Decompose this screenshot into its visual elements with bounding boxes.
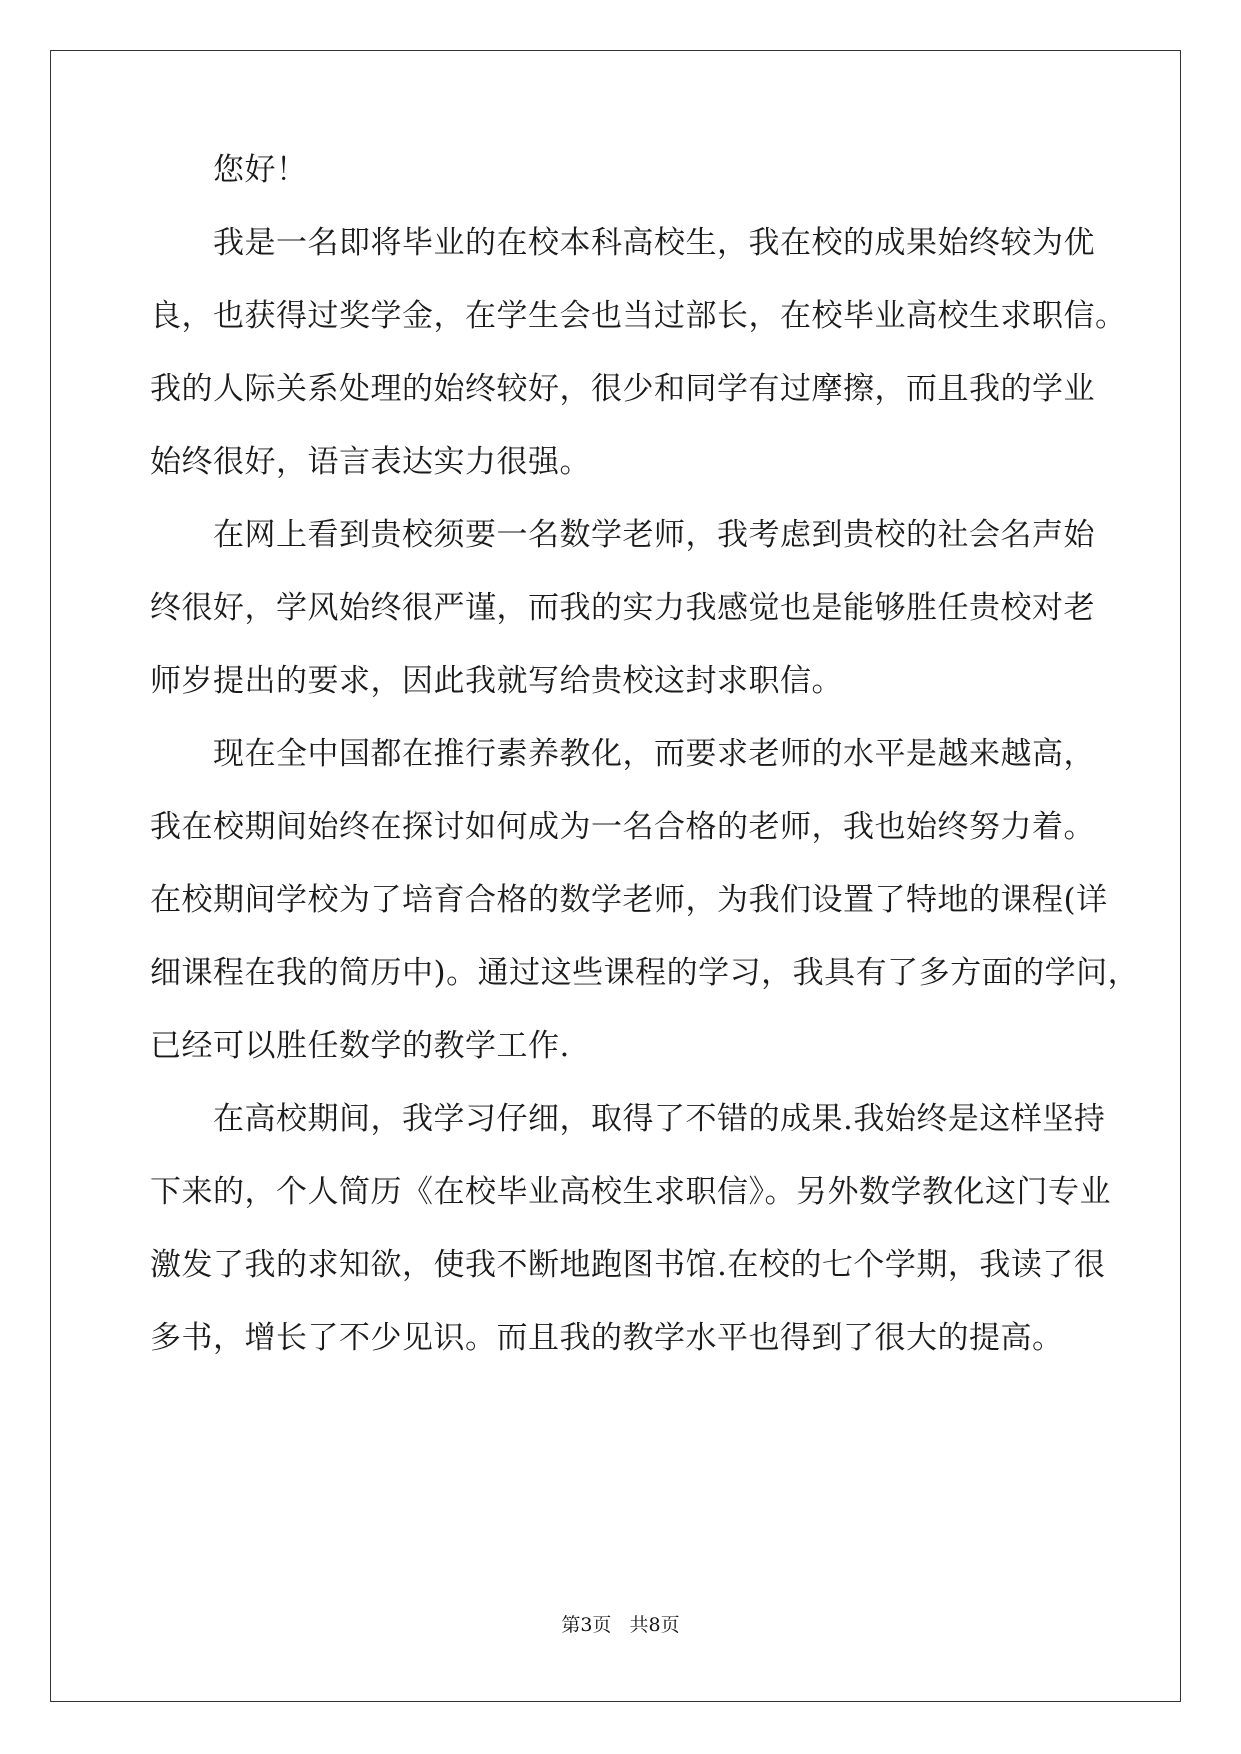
letter-line: 下来的，个人简历《在校毕业高校生求职信》。另外数学教化这门专业 bbox=[150, 1174, 1111, 1210]
letter-line: 在网上看到贵校须要一名数学老师，我考虑到贵校的社会名声始 bbox=[213, 517, 1095, 553]
letter-line: 在校期间学校为了培育合格的数学老师，为我们设置了特地的课程(详 bbox=[150, 882, 1108, 918]
letter-line: 始终很好，语言表达实力很强。 bbox=[150, 444, 591, 480]
letter-line: 多书，增长了不少见识。而且我的教学水平也得到了很大的提高。 bbox=[150, 1320, 1064, 1356]
page-number-footer: 第3页 共8页 bbox=[561, 1614, 680, 1636]
letter-line: 师岁提出的要求，因此我就写给贵校这封求职信。 bbox=[150, 663, 843, 699]
letter-line: 细课程在我的简历中)。通过这些课程的学习，我具有了多方面的学问， bbox=[150, 955, 1140, 991]
letter-line: 我是一名即将毕业的在校本科高校生，我在校的成果始终较为优 bbox=[213, 225, 1095, 261]
letter-line: 终很好，学风始终很严谨，而我的实力我感觉也是能够胜任贵校对老 bbox=[150, 590, 1095, 626]
letter-line: 在高校期间，我学习仔细，取得了不错的成果.我始终是这样坚持 bbox=[213, 1101, 1106, 1137]
letter-line: 现在全中国都在推行素养教化，而要求老师的水平是越来越高， bbox=[213, 736, 1095, 772]
letter-line: 您好！ bbox=[213, 152, 308, 188]
letter-line: 激发了我的求知欲，使我不断地跑图书馆.在校的七个学期，我读了很 bbox=[150, 1247, 1106, 1283]
letter-line: 我在校期间始终在探讨如何成为一名合格的老师，我也始终努力着。 bbox=[150, 809, 1095, 845]
letter-line: 我的人际关系处理的始终较好，很少和同学有过摩擦，而且我的学业 bbox=[150, 371, 1095, 407]
letter-line: 良，也获得过奖学金，在学生会也当过部长，在校毕业高校生求职信。 bbox=[150, 298, 1127, 334]
letter-line: 已经可以胜任数学的教学工作. bbox=[150, 1028, 570, 1064]
